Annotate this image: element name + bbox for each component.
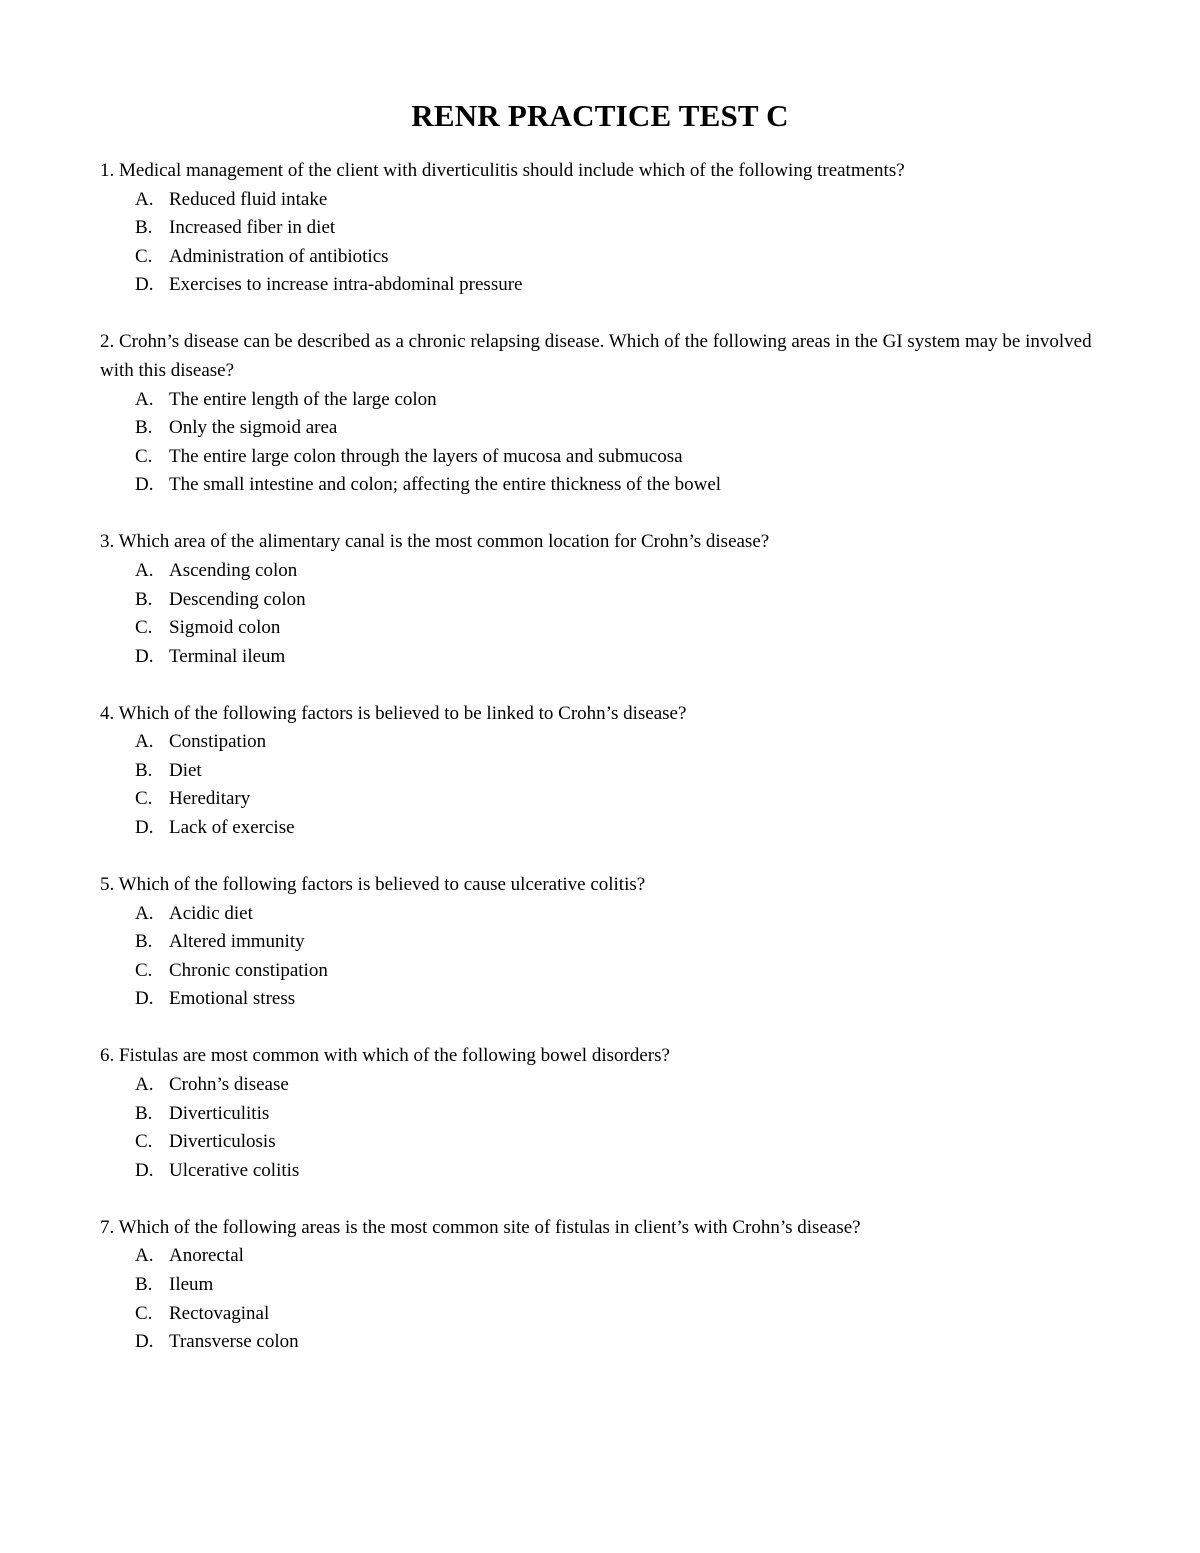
question-7 bbox=[100, 1214, 1130, 1357]
option-letter: B. bbox=[135, 1102, 153, 1124]
question-text: 1. Medical management of the client with diverticulitis should include which of the following treatments? bbox=[100, 160, 905, 181]
option-a bbox=[100, 386, 1130, 415]
option-c bbox=[100, 243, 1130, 272]
option-letter: A. bbox=[135, 1073, 154, 1095]
option-letter: A. bbox=[135, 1245, 154, 1267]
option-text: Diverticulosis bbox=[169, 1131, 276, 1153]
options-list bbox=[100, 557, 1130, 671]
option-d bbox=[100, 814, 1130, 843]
option-text: Hereditary bbox=[169, 788, 251, 810]
option-text: Sigmoid colon bbox=[169, 617, 281, 639]
options-list bbox=[100, 1071, 1130, 1185]
question-2 bbox=[100, 328, 1130, 500]
option-c bbox=[100, 443, 1130, 472]
question-3 bbox=[100, 528, 1130, 671]
option-letter: C. bbox=[135, 1302, 153, 1324]
option-b bbox=[100, 586, 1130, 615]
option-text: Ileum bbox=[169, 1273, 214, 1295]
question-text: 2. Crohn’s disease can be described as a chronic relapsing disease. Which of the following areas in the GI system may be involved with this disease? bbox=[100, 331, 1092, 381]
option-letter: D. bbox=[135, 988, 154, 1010]
option-letter: B. bbox=[135, 931, 153, 953]
option-c bbox=[100, 614, 1130, 643]
option-text: Diverticulitis bbox=[169, 1102, 270, 1124]
options-list bbox=[100, 1242, 1130, 1356]
option-letter: A. bbox=[135, 388, 154, 410]
option-letter: A. bbox=[135, 559, 154, 581]
option-letter: B. bbox=[135, 217, 153, 239]
option-letter: B. bbox=[135, 417, 153, 439]
option-text: The entire length of the large colon bbox=[169, 388, 437, 410]
options-list bbox=[100, 186, 1130, 300]
option-text: Altered immunity bbox=[169, 931, 305, 953]
option-letter: D. bbox=[135, 817, 154, 839]
option-c bbox=[100, 1300, 1130, 1329]
option-text: Exercises to increase intra-abdominal pressure bbox=[169, 274, 523, 296]
option-text: Anorectal bbox=[169, 1245, 244, 1267]
option-letter: B. bbox=[135, 1273, 153, 1295]
option-text: Constipation bbox=[169, 731, 267, 753]
option-letter: D. bbox=[135, 1159, 154, 1181]
option-text: Diet bbox=[169, 759, 202, 781]
question-text: 6. Fistulas are most common with which of the following bowel disorders? bbox=[100, 1045, 670, 1067]
question-5 bbox=[100, 871, 1130, 1014]
option-letter: C. bbox=[135, 445, 153, 467]
question-4 bbox=[100, 700, 1130, 843]
page-title: RENR PRACTICE TEST C bbox=[411, 98, 789, 133]
option-b bbox=[100, 1100, 1130, 1129]
question-list bbox=[100, 157, 1130, 1385]
option-a bbox=[100, 1242, 1130, 1271]
option-letter: B. bbox=[135, 759, 153, 781]
question-text: 4. Which of the following factors is believed to be linked to Crohn’s disease? bbox=[100, 702, 687, 724]
option-text: Crohn’s disease bbox=[169, 1073, 289, 1095]
option-d bbox=[100, 471, 1130, 500]
option-d bbox=[100, 985, 1130, 1014]
option-text: Reduced fluid intake bbox=[169, 188, 328, 210]
option-text: The entire large colon through the layers of mucosa and submucosa bbox=[169, 445, 683, 467]
option-text: Descending colon bbox=[169, 588, 306, 610]
option-b bbox=[100, 414, 1130, 443]
option-b bbox=[100, 214, 1130, 243]
options-list bbox=[100, 386, 1130, 500]
option-a bbox=[100, 900, 1130, 929]
option-letter: C. bbox=[135, 1131, 153, 1153]
option-letter: A. bbox=[135, 188, 154, 210]
option-d bbox=[100, 643, 1130, 672]
option-letter: C. bbox=[135, 788, 153, 810]
question-6 bbox=[100, 1042, 1130, 1185]
option-text: Transverse colon bbox=[169, 1331, 299, 1353]
options-list bbox=[100, 900, 1130, 1014]
option-b bbox=[100, 757, 1130, 786]
option-letter: C. bbox=[135, 959, 153, 981]
question-text: 5. Which of the following factors is believed to cause ulcerative colitis? bbox=[100, 874, 646, 896]
option-letter: B. bbox=[135, 588, 153, 610]
option-a bbox=[100, 186, 1130, 215]
option-letter: D. bbox=[135, 1331, 154, 1353]
option-a bbox=[100, 1071, 1130, 1100]
option-letter: C. bbox=[135, 245, 153, 267]
option-text: Acidic diet bbox=[169, 902, 253, 924]
question-1 bbox=[100, 157, 1130, 300]
option-text: Administration of antibiotics bbox=[169, 245, 389, 267]
option-letter: D. bbox=[135, 645, 154, 667]
options-list bbox=[100, 728, 1130, 842]
option-text: Ascending colon bbox=[169, 559, 298, 581]
option-text: Only the sigmoid area bbox=[169, 417, 338, 439]
option-text: The small intestine and colon; affecting the entire thickness of the bowel bbox=[169, 474, 722, 496]
option-d bbox=[100, 271, 1130, 300]
option-c bbox=[100, 785, 1130, 814]
option-letter: D. bbox=[135, 274, 154, 296]
option-text: Rectovaginal bbox=[169, 1302, 270, 1324]
option-c bbox=[100, 1128, 1130, 1157]
option-c bbox=[100, 957, 1130, 986]
question-text: 3. Which area of the alimentary canal is the most common location for Crohn’s disease? bbox=[100, 531, 770, 553]
option-letter: D. bbox=[135, 474, 154, 496]
option-text: Terminal ileum bbox=[169, 645, 286, 667]
option-a bbox=[100, 728, 1130, 757]
question-text: 7. Which of the following areas is the most common site of fistulas in client’s with Crohn’s disease? bbox=[100, 1216, 861, 1238]
option-d bbox=[100, 1157, 1130, 1186]
option-text: Chronic constipation bbox=[169, 959, 328, 981]
option-letter: A. bbox=[135, 731, 154, 753]
option-text: Lack of exercise bbox=[169, 817, 295, 839]
option-letter: A. bbox=[135, 902, 154, 924]
option-b bbox=[100, 928, 1130, 957]
option-a bbox=[100, 557, 1130, 586]
option-text: Ulcerative colitis bbox=[169, 1159, 300, 1181]
option-text: Emotional stress bbox=[169, 988, 296, 1010]
option-text: Increased fiber in diet bbox=[169, 217, 336, 239]
option-letter: C. bbox=[135, 617, 153, 639]
option-b bbox=[100, 1271, 1130, 1300]
option-d bbox=[100, 1328, 1130, 1357]
